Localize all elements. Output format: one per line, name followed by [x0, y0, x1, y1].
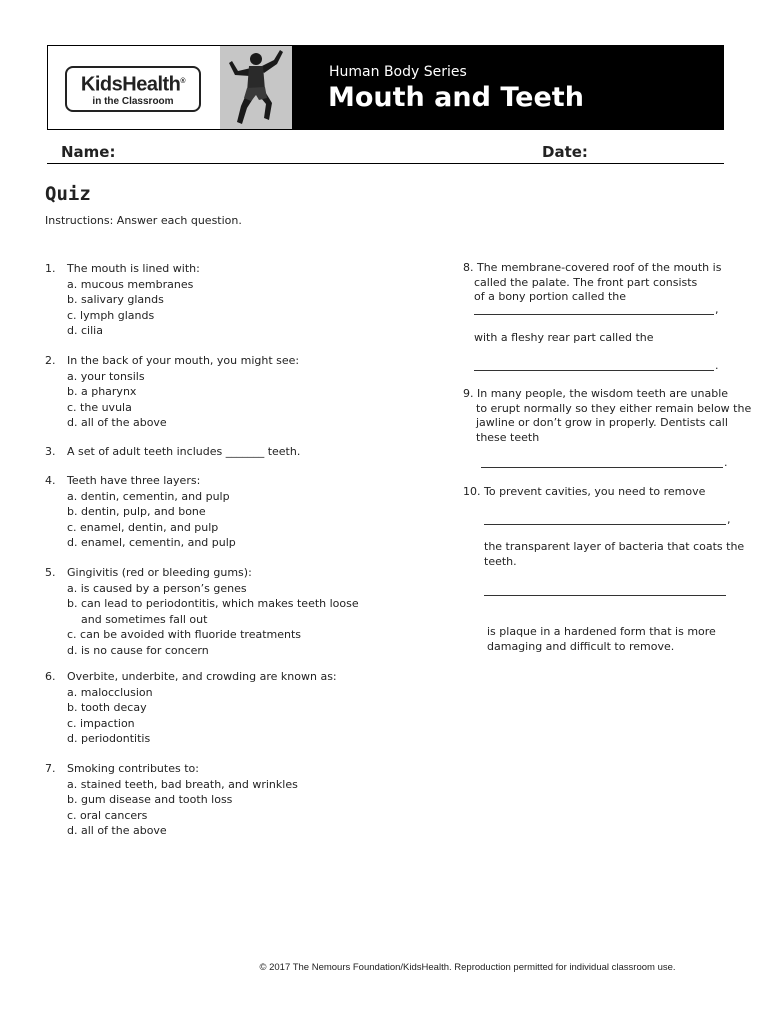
- question-number: 1.: [45, 262, 56, 275]
- option-list: [67, 685, 153, 747]
- header-banner: [47, 45, 724, 130]
- date-label: Date:: [542, 143, 588, 161]
- option: a. malocclusion: [67, 685, 153, 699]
- option: b. dentin, pulp, and bone: [67, 505, 206, 518]
- option-list: [67, 277, 193, 339]
- option: b. gum disease and tooth loss: [67, 793, 233, 806]
- option: b. a pharynx: [67, 385, 137, 398]
- answer-blank[interactable]: [484, 595, 726, 596]
- option: a. stained teeth, bad breath, and wrinkles: [67, 777, 298, 791]
- option: c. lymph glands: [67, 308, 155, 322]
- question-stem: In the back of your mouth, you might see:: [67, 354, 300, 367]
- question-10-continued: [484, 540, 744, 569]
- question-10-text-line: is plaque in a hardened form that is more: [487, 625, 716, 638]
- option-list: [67, 777, 298, 839]
- option: b. can lead to periodontitis, which makes teeth loose: [67, 597, 359, 610]
- question-9-line-2: to erupt normally so they either remain below the: [476, 401, 752, 415]
- question-number: 2.: [45, 354, 56, 367]
- question-9-line-1: 9. In many people, the wisdom teeth are unable: [463, 387, 729, 400]
- jumping-person-icon: [220, 46, 292, 129]
- question-10-text-line: teeth.: [484, 554, 517, 568]
- question-8-line-3: of a bony portion called the: [474, 290, 627, 303]
- option-list: [67, 489, 236, 551]
- option: c. impaction: [67, 716, 135, 730]
- question-stem: Overbite, underbite, and crowding are known as:: [67, 670, 337, 683]
- question-10-text-line: the transparent layer of bacteria that coats the: [484, 540, 745, 553]
- option: c. the uvula: [67, 400, 132, 414]
- question-stem: Gingivitis (red or bleeding gums):: [67, 566, 252, 579]
- option: d. all of the above: [67, 824, 167, 837]
- question-9-line-4: these teeth: [476, 430, 540, 444]
- blank-punctuation: ,: [715, 303, 719, 316]
- option: b. tooth decay: [67, 701, 147, 714]
- series-label: Human Body Series: [329, 64, 467, 80]
- logo-area: [48, 46, 220, 129]
- option: d. cilia: [67, 324, 103, 337]
- question-8-line-1: 8. The membrane-covered roof of the mouth is: [463, 261, 722, 274]
- logo-brand: KidsHealth: [80, 73, 181, 96]
- title-area: [292, 46, 723, 129]
- question-8: [463, 261, 721, 305]
- kidshealth-logo: [65, 66, 201, 112]
- option: a. dentin, cementin, and pulp: [67, 489, 230, 503]
- option: d. all of the above: [67, 416, 167, 429]
- footer-text: © 2017 The Nemours Foundation/KidsHealth. Reproduction permitted for individual classroom use.: [259, 962, 676, 973]
- blank-punctuation: .: [724, 456, 728, 469]
- footer-copyright: [0, 962, 770, 973]
- question-number: 5.: [45, 566, 56, 579]
- question-9: [463, 387, 751, 445]
- question-stem: A set of adult teeth includes _______ teeth.: [67, 445, 301, 458]
- question-number: 4.: [45, 474, 56, 487]
- question-stem: Teeth have three layers:: [67, 474, 201, 487]
- option-continuation: and sometimes fall out: [81, 612, 208, 626]
- question-number: 3.: [45, 445, 56, 458]
- blank-punctuation: ,: [727, 513, 731, 526]
- option-list: [67, 369, 167, 431]
- name-label: Name:: [61, 143, 116, 161]
- option: c. can be avoided with fluoride treatments: [67, 628, 302, 641]
- logo-registered: ®: [180, 78, 186, 85]
- option: c. enamel, dentin, and pulp: [67, 520, 219, 534]
- question-10-ending: [487, 625, 716, 654]
- answer-blank[interactable]: [481, 467, 723, 468]
- question-number: 7.: [45, 762, 56, 775]
- question-8-line-2: called the palate. The front part consists: [474, 275, 698, 289]
- blank-punctuation: .: [715, 359, 719, 372]
- option: d. enamel, cementin, and pulp: [67, 536, 236, 549]
- question-number: 6.: [45, 670, 56, 683]
- option: a. mucous membranes: [67, 277, 194, 291]
- question-10: 10. To prevent cavities, you need to remove: [463, 485, 706, 498]
- answer-blank[interactable]: [484, 524, 726, 525]
- option: c. oral cancers: [67, 808, 148, 822]
- question-stem: The mouth is lined with:: [67, 262, 200, 275]
- answer-blank[interactable]: [474, 370, 714, 371]
- option: d. periodontitis: [67, 732, 151, 745]
- question-10-text-line: damaging and difficult to remove.: [487, 639, 675, 653]
- question-stem: Smoking contributes to:: [67, 762, 199, 775]
- jumping-figure-image: [220, 46, 292, 129]
- answer-blank[interactable]: [474, 314, 714, 315]
- name-date-row: [47, 143, 724, 164]
- option: b. salivary glands: [67, 293, 164, 306]
- option-list: [67, 581, 359, 659]
- question-8-continued: with a fleshy rear part called the: [474, 331, 654, 344]
- logo-subtitle: in the Classroom: [92, 95, 174, 107]
- option: a. your tonsils: [67, 369, 145, 383]
- page-title: Mouth and Teeth: [328, 82, 584, 113]
- question-9-line-3: jawline or don’t grow in properly. Dentists call: [476, 416, 728, 429]
- option: a. is caused by a person’s genes: [67, 581, 247, 595]
- instructions: Instructions: Answer each question.: [45, 214, 242, 227]
- option: d. is no cause for concern: [67, 643, 209, 657]
- quiz-heading: Quiz: [45, 183, 91, 205]
